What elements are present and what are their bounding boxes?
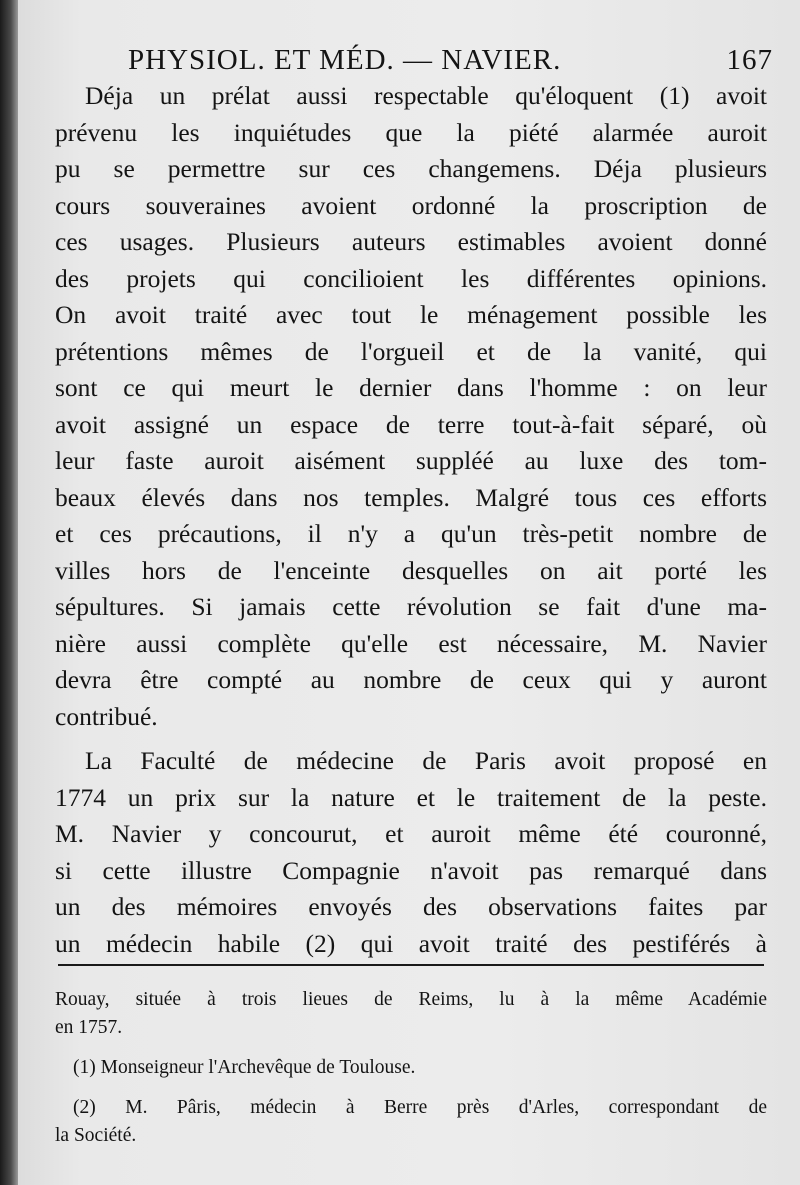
text-line: et ces précautions, il n'y a qu'un très-petit nombre de (55, 519, 767, 548)
text-line: si cette illustre Compagnie n'avoit pas remarqué dans (55, 855, 767, 885)
text-line: devra être compté au nombre de ceux qui y auront (55, 665, 767, 694)
paragraph-2 (55, 743, 767, 962)
text-line: Déja un prélat aussi respectable qu'éloquent (1) avoit (85, 81, 767, 110)
text-line: La Faculté de médecine de Paris avoit proposé en (85, 746, 767, 775)
page-number: 167 (726, 44, 773, 76)
text-line: On avoit traité avec tout le ménagement possible les (55, 300, 767, 329)
paragraph-gap (55, 735, 767, 743)
text-line: des projets qui concilioient les différentes opinions. (55, 263, 767, 293)
text-line: nière aussi complète qu'elle est nécessaire, M. Navier (55, 628, 767, 658)
running-title: PHYSIOL. ET MÉD. — NAVIER. (128, 44, 562, 76)
text-line: sont ce qui meurt le dernier dans l'homme : on leur (55, 373, 767, 402)
book-gutter-shadow (0, 0, 18, 1185)
text-line: 1774 un prix sur la nature et le traitement de la peste. (55, 782, 767, 812)
text-line: ces usages. Plusieurs auteurs estimables avoient donné (55, 227, 767, 256)
footnote-1 (55, 1054, 767, 1082)
text-line: villes hors de l'enceinte desquelles on ait porté les (55, 555, 767, 585)
text-line: un des mémoires envoyés des observations faites par (55, 892, 767, 921)
text-line: prévenu les inquiétudes que la piété alarmée auroit (55, 117, 767, 147)
footnote-line: (1) Monseigneur l'Archevêque de Toulouse. (73, 1057, 416, 1078)
footnote-2 (55, 1094, 767, 1150)
text-line: M. Navier y concourut, et auroit même été couronné, (55, 819, 767, 848)
text-line: contribué. (55, 701, 158, 731)
footnote-line: en 1757. (55, 1017, 123, 1038)
text-line: pu se permettre sur ces changemens. Déja plusieurs (55, 154, 767, 183)
text-line: beaux élevés dans nos temples. Malgré tous ces efforts (55, 482, 767, 512)
text-line: prétentions mêmes de l'orgueil et de la vanité, qui (55, 336, 767, 366)
book-page (18, 0, 800, 1185)
text-line: avoit assigné un espace de terre tout-à-fait séparé, où (55, 409, 767, 439)
footnote-continued (55, 986, 767, 1042)
text-line: sépultures. Si jamais cette révolution se fait d'une ma- (55, 592, 767, 621)
footnote-rule (58, 964, 764, 966)
footnote-line: Rouay, située à trois lieues de Reims, lu à la même Académie (55, 989, 767, 1010)
text-line: cours souveraines avoient ordonné la proscription de (55, 190, 767, 220)
paragraph-1 (55, 78, 767, 735)
footnote-line: (2) M. Pâris, médecin à Berre près d'Arles, correspondant de (73, 1097, 767, 1118)
footnotes (55, 986, 767, 1162)
main-text (55, 78, 767, 962)
footnote-line: la Société. (55, 1125, 137, 1146)
text-line: un médecin habile (2) qui avoit traité des pestiférés à (55, 928, 767, 958)
text-line: leur faste auroit aisément suppléé au luxe des tom- (55, 446, 767, 475)
